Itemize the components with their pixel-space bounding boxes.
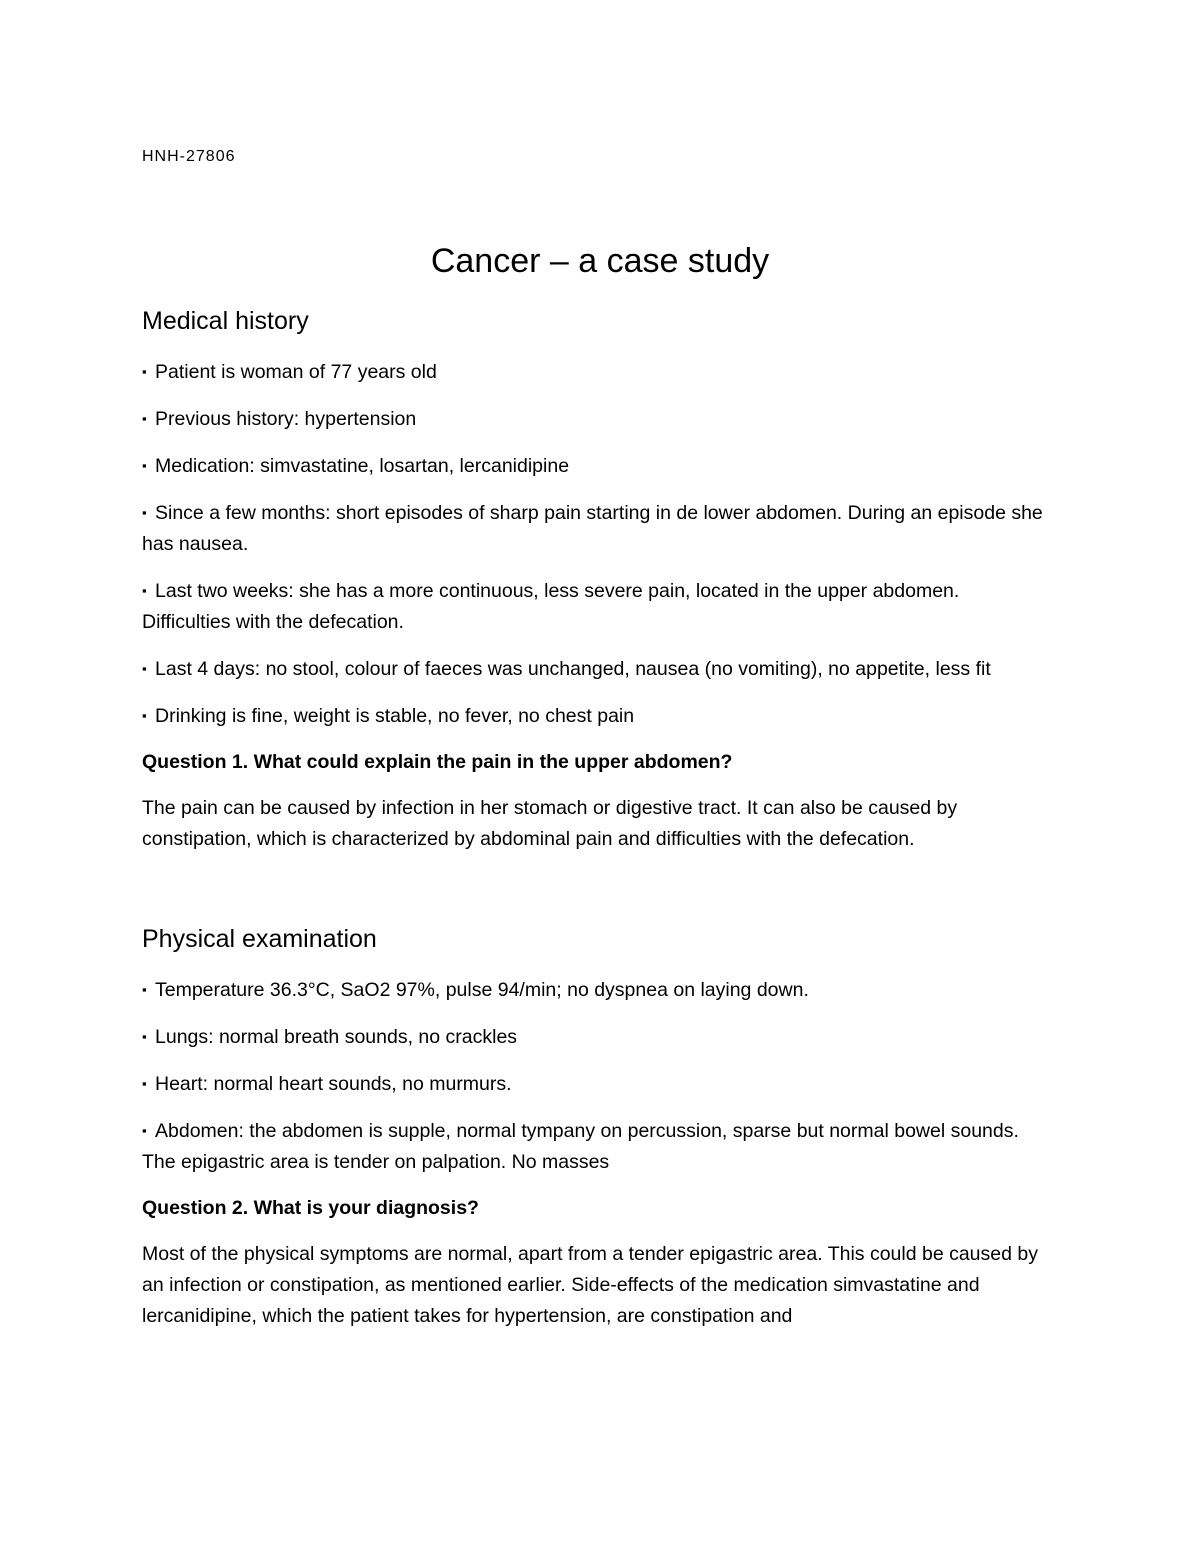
bullet-icon: ▪: [142, 661, 147, 676]
list-item: [142, 575, 1052, 638]
list-item-text: Last 4 days: no stool, colour of faeces was unchanged, nausea (no vomiting), no appetite, less fit: [155, 658, 991, 680]
bullet-icon: ▪: [142, 411, 147, 426]
list-item-text: Lungs: normal breath sounds, no crackles: [155, 1026, 518, 1048]
list-item-text: Medication: simvastatine, losartan, lercanidipine: [155, 455, 570, 477]
bullet-icon: ▪: [142, 1029, 147, 1044]
bullet-icon: ▪: [142, 708, 147, 723]
list-item: [142, 1068, 1052, 1100]
list-item: [142, 497, 1052, 560]
list-item-text: Heart: normal heart sounds, no murmurs.: [155, 1073, 512, 1095]
bullet-icon: ▪: [142, 1076, 147, 1091]
bullet-icon: ▪: [142, 364, 147, 379]
question-2: Question 2. What is your diagnosis?: [142, 1197, 479, 1219]
document-body: [142, 303, 1052, 1347]
list-item-text: Previous history: hypertension: [155, 408, 417, 430]
answer-2: Most of the physical symptoms are normal, apart from a tender epigastric area. This could be caused by an infection or constipation, as mentioned earlier. Side-effects of the medication simvastatine and lercanidipine, which the patient takes for hypertension, are constipation and: [142, 1243, 1038, 1327]
list-item-text: Patient is woman of 77 years old: [155, 361, 437, 383]
bullet-icon: ▪: [142, 1123, 147, 1138]
list-item: [142, 700, 1052, 732]
document-id: HNH-27806: [142, 148, 236, 165]
list-item-text: Abdomen: the abdomen is supple, normal tympany on percussion, sparse but normal bowel sounds. The epigastric area is tender on palpation. No masses: [142, 1120, 1019, 1173]
section-heading-medical-history: Medical history: [142, 307, 309, 335]
list-item-text: Drinking is fine, weight is stable, no fever, no chest pain: [155, 705, 635, 727]
list-item: [142, 974, 1052, 1006]
list-item: [142, 450, 1052, 482]
bullet-icon: ▪: [142, 583, 147, 598]
list-item: [142, 1021, 1052, 1053]
list-item: [142, 403, 1052, 435]
bullet-icon: ▪: [142, 505, 147, 520]
list-item-text: Last two weeks: she has a more continuous, less severe pain, located in the upper abdomen. Difficulties with the defecation.: [142, 580, 960, 633]
section-heading-physical-examination: Physical examination: [142, 925, 377, 953]
list-item-text: Since a few months: short episodes of sharp pain starting in de lower abdomen. During an episode she has nausea.: [142, 502, 1043, 555]
list-item: [142, 1115, 1052, 1178]
document-title: Cancer – a case study: [430, 242, 770, 280]
bullet-icon: ▪: [142, 982, 147, 997]
answer-1: The pain can be caused by infection in her stomach or digestive tract. It can also be caused by constipation, which is characterized by abdominal pain and difficulties with the defecation.: [142, 797, 958, 850]
list-item: [142, 356, 1052, 388]
list-item: [142, 653, 1052, 685]
question-1: Question 1. What could explain the pain in the upper abdomen?: [142, 751, 733, 773]
list-item-text: Temperature 36.3°C, SaO2 97%, pulse 94/min; no dyspnea on laying down.: [155, 979, 809, 1001]
bullet-icon: ▪: [142, 458, 147, 473]
